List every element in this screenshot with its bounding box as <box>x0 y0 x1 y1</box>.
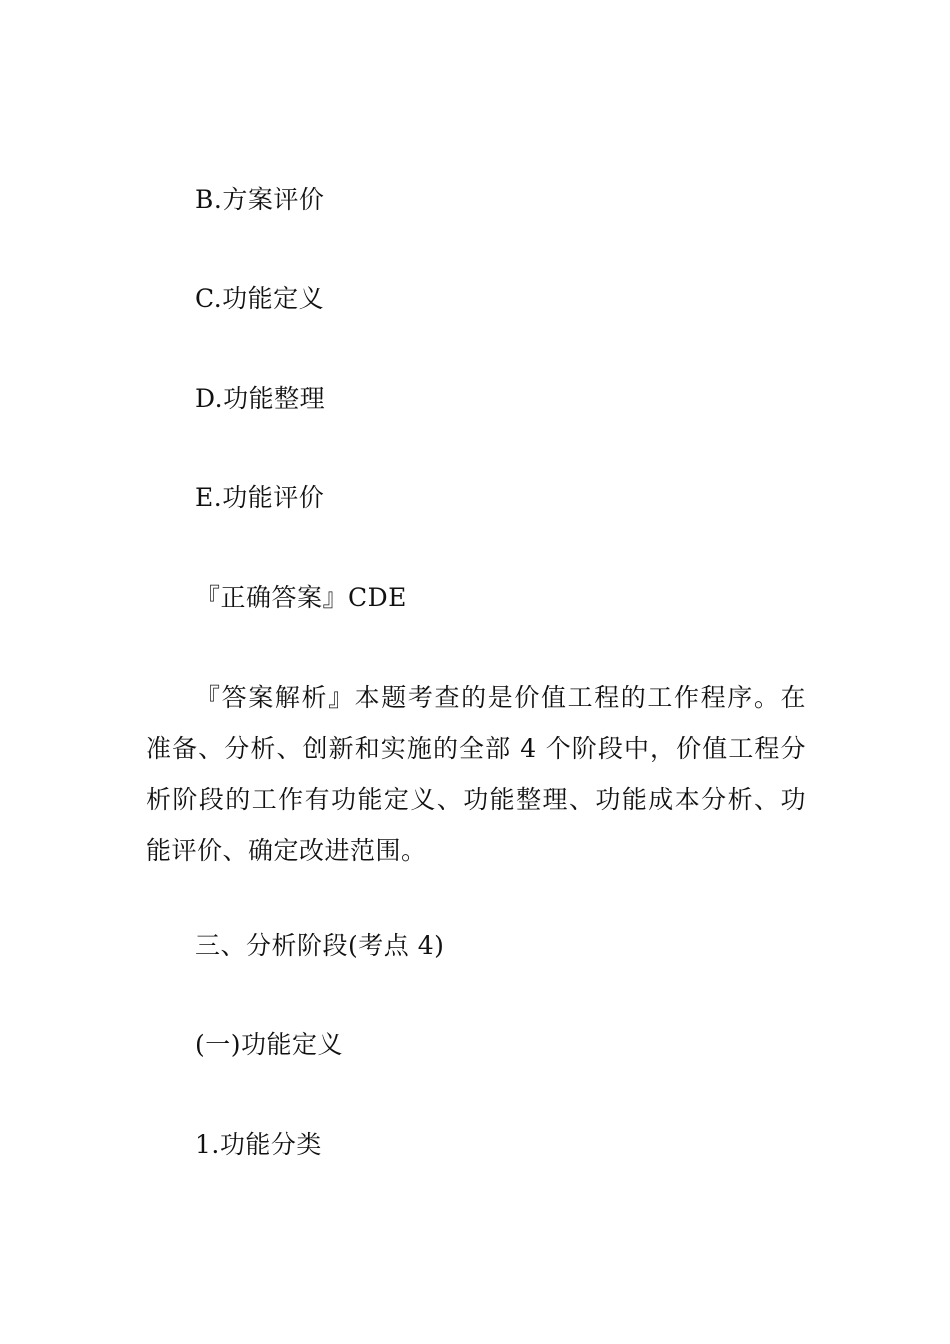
option-d: D.功能整理 <box>195 384 326 413</box>
option-b: B.方案评价 <box>195 185 325 214</box>
item-heading: 1.功能分类 <box>195 1130 322 1159</box>
option-e: E.功能评价 <box>195 483 325 512</box>
subsection-heading: (一)功能定义 <box>195 1030 344 1059</box>
answer-analysis: 『答案解析』本题考查的是价值工程的工作程序。在准备、分析、创新和实施的全部 4 个阶段中，价值工程分析阶段的工作有功能定义、功能整理、功能成本分析、功能评价、确定改进范围。 <box>146 683 806 865</box>
correct-answer: 『正确答案』CDE <box>195 583 407 612</box>
option-c: C.功能定义 <box>195 284 325 313</box>
section-heading: 三、分析阶段(考点 4) <box>195 931 445 960</box>
